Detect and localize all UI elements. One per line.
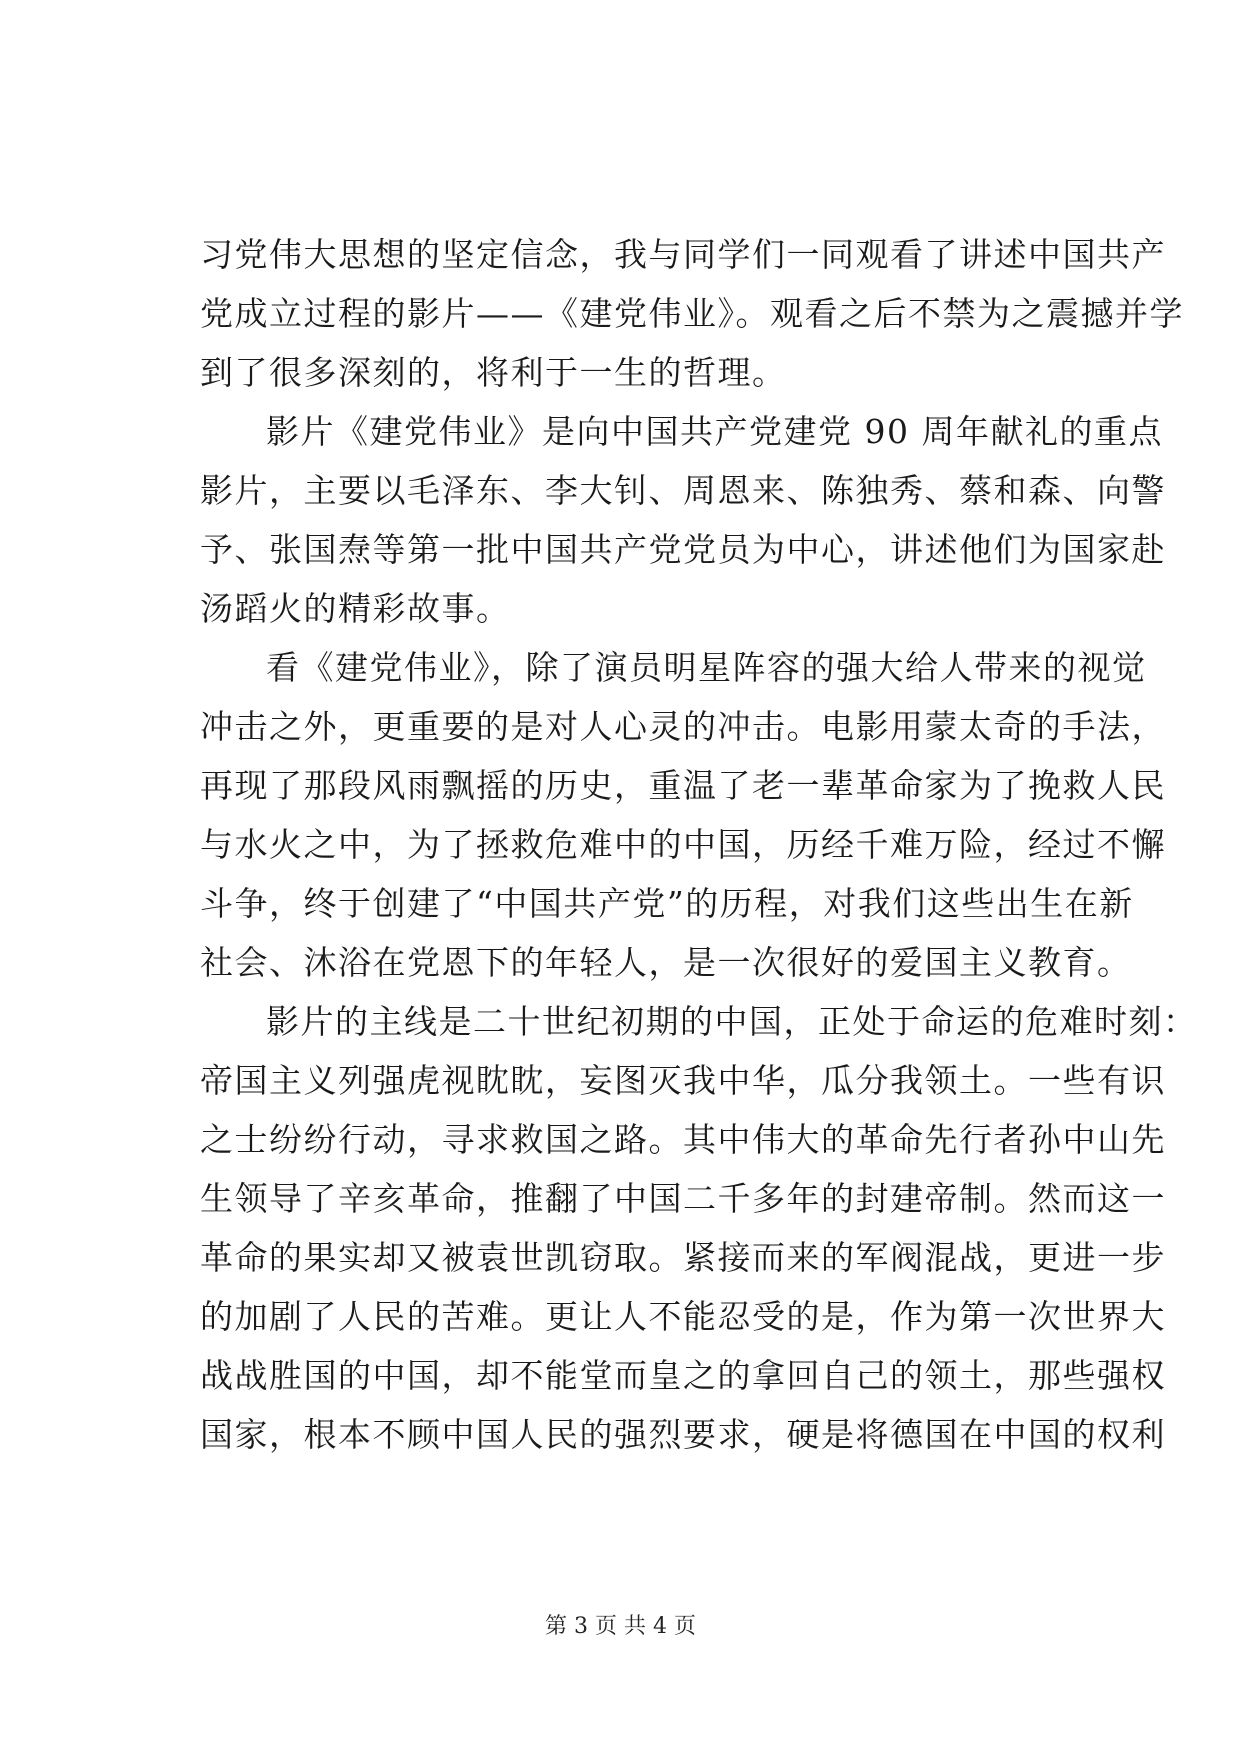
- text-line: 社会、沐浴在党恩下的年轻人，是一次很好的爱国主义教育。: [200, 943, 1132, 982]
- text-line: 到了很多深刻的，将利于一生的哲理。: [200, 353, 787, 392]
- paragraph-start-line: 看《建党伟业》，除了演员明星阵容的强大给人带来的视觉: [266, 648, 1147, 687]
- text-line: 的加剧了人民的苦难。更让人不能忍受的是，作为第一次世界大: [200, 1297, 1166, 1336]
- body-text: [200, 225, 1198, 1464]
- text-line: 汤蹈火的精彩故事。: [200, 589, 511, 628]
- text-line: 生领导了辛亥革命，推翻了中国二千多年的封建帝制。然而这一: [200, 1179, 1166, 1218]
- text-line: 党成立过程的影片——《建党伟业》。观看之后不禁为之震撼并学: [200, 294, 1184, 333]
- text-line: 斗争，终于创建了“中国共产党”的历程，对我们这些出生在新: [200, 884, 1134, 923]
- text-line: 战战胜国的中国，却不能堂而皇之的拿回自己的领土，那些强权: [200, 1356, 1166, 1395]
- text-line: 予、张国焘等第一批中国共产党党员为中心，讲述他们为国家赴: [200, 530, 1166, 569]
- text-line: 冲击之外，更重要的是对人心灵的冲击。电影用蒙太奇的手法，: [200, 707, 1166, 746]
- paragraph-start-line: 影片的主线是二十世纪初期的中国，正处于命运的危难时刻：: [266, 1002, 1198, 1041]
- text-line: 再现了那段风雨飘摇的历史，重温了老一辈革命家为了挽救人民: [200, 766, 1166, 805]
- text-line: 影片，主要以毛泽东、李大钊、周恩来、陈独秀、蔡和森、向警: [200, 471, 1166, 510]
- page-number-footer: 第 3 页 共 4 页: [545, 1614, 696, 1639]
- paragraph-start-line: 影片《建党伟业》是向中国共产党建党 90 周年献礼的重点: [266, 412, 1163, 451]
- text-line: 革命的果实却又被袁世凯窃取。紧接而来的军阀混战，更进一步: [200, 1238, 1166, 1277]
- text-line: 之士纷纷行动，寻求救国之路。其中伟大的革命先行者孙中山先: [200, 1120, 1166, 1159]
- text-line: 习党伟大思想的坚定信念，我与同学们一同观看了讲述中国共产: [200, 235, 1166, 274]
- text-line: 与水火之中，为了拯救危难中的中国，历经千难万险，经过不懈: [200, 825, 1166, 864]
- text-line: 国家，根本不顾中国人民的强烈要求，硬是将德国在中国的权利: [200, 1415, 1166, 1454]
- text-line: 帝国主义列强虎视眈眈，妄图灭我中华，瓜分我领土。一些有识: [200, 1061, 1166, 1100]
